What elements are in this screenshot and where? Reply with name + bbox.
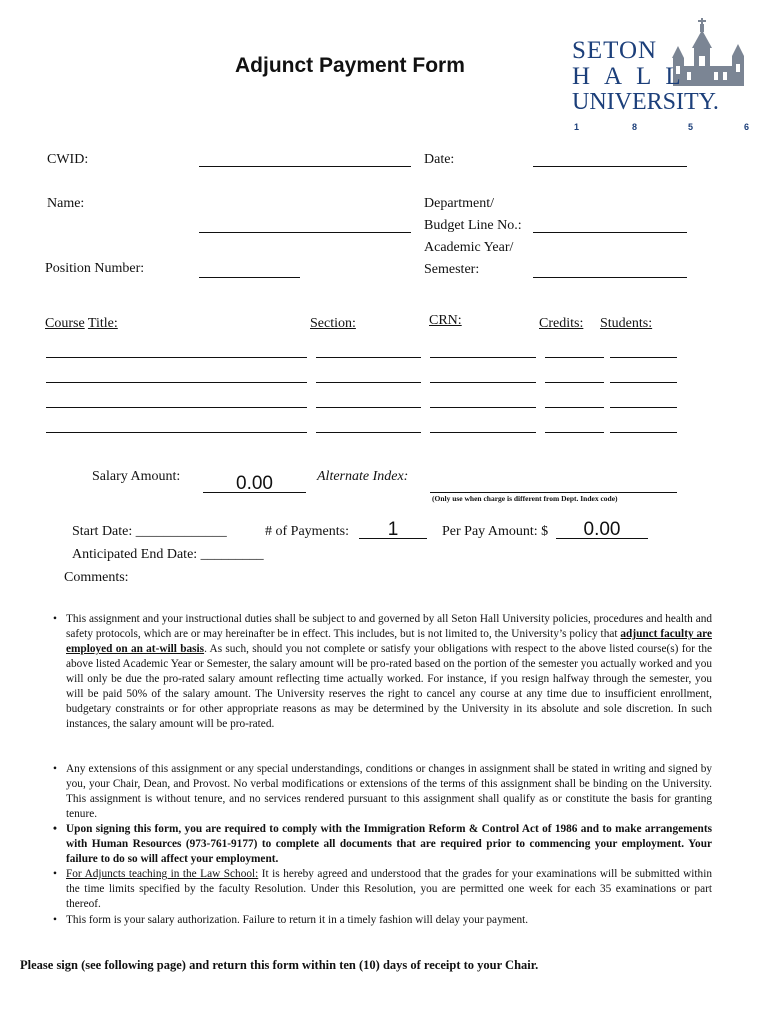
salary-amount-value[interactable]: 0.00	[236, 473, 273, 494]
section-field-4[interactable]	[316, 432, 421, 433]
credits-field-4[interactable]	[545, 432, 604, 433]
academic-year-label-1: Academic Year/	[424, 240, 514, 255]
title-label: Title:	[87, 316, 118, 331]
crn-field-2[interactable]	[430, 382, 536, 383]
payments-value[interactable]: 1	[387, 519, 399, 540]
bullet-law-school	[66, 867, 712, 912]
per-pay-amount-label: Per Pay Amount: $	[442, 524, 549, 539]
students-field-2[interactable]	[610, 382, 677, 383]
students-field-1[interactable]	[610, 357, 677, 358]
course-title-field-3[interactable]	[46, 407, 307, 408]
crn-label: CRN:	[429, 313, 462, 328]
logo-year-3: 5	[688, 122, 694, 132]
comments-label: Comments:	[64, 570, 129, 585]
bullet-law-school-text: It is hereby agreed and understood that the grades for your examinations will be submitted within the time limits specified by the faculty Resolution. Under this Resolution, you are permitted one week for each 35 examinations or part thereof.	[66, 868, 712, 910]
salary-amount-line	[203, 492, 306, 493]
crn-field-3[interactable]	[430, 407, 536, 408]
bullet-immigration: • Upon signing this form, you are required to comply with the Immigration Reform & Control Act of 1986 and to make arrangements with Human Resources (973-761-9177) to complete all documents that are required prior to commencing your employment. Your failure to do so will affect your employment.	[66, 822, 712, 867]
alternate-index-field[interactable]	[430, 492, 677, 493]
students-field-4[interactable]	[610, 432, 677, 433]
start-date-label: Start Date: _____________	[72, 524, 227, 539]
credits-field-3[interactable]	[545, 407, 604, 408]
payments-line	[359, 538, 427, 539]
budget-line-field[interactable]	[533, 232, 687, 233]
date-label: Date:	[424, 152, 455, 167]
logo-university: UNIVERSITY.	[572, 89, 719, 115]
course-title-field-2[interactable]	[46, 382, 307, 383]
section-field-2[interactable]	[316, 382, 421, 383]
alternate-index-label: Alternate Index:	[317, 469, 409, 484]
bullet-law-school-heading: For Adjuncts teaching in the Law School:	[66, 868, 259, 880]
bullet-at-will-text-1: This assignment and your instructional duties shall be subject to and governed by all Seton Hall University policies, procedures and health and safety protocols, which are or may hereinafter be in effect. This includes, but is not limited to, the University’s policy that	[66, 613, 712, 640]
section-label: Section:	[310, 316, 356, 331]
crn-field-1[interactable]	[430, 357, 536, 358]
students-label: Students:	[600, 316, 653, 331]
payments-label: # of Payments:	[265, 524, 349, 539]
alternate-index-note: (Only use when charge is different from Dept. Index code)	[432, 494, 618, 503]
position-number-label: Position Number:	[45, 261, 145, 276]
salary-amount-label: Salary Amount:	[92, 469, 181, 484]
academic-year-label-2: Semester:	[424, 262, 480, 277]
per-pay-amount-value[interactable]: 0.00	[583, 519, 621, 540]
credits-field-1[interactable]	[545, 357, 604, 358]
bullet-at-will-bold: adjunct faculty are employed on an at-will basis	[66, 628, 712, 655]
form-title: Adjunct Payment Form	[235, 54, 465, 77]
bullet-at-will-text-2: . As such, should you not complete or satisfy your obligations with respect to the above listed course(s) for the above listed Academic Year or Semester, the salary amount will be pro-rated based on the portion of the semester you actually worked and you will only be due the pro-rated salary amount reflecting time actually worked. For instance, if you resign halfway through the semester, you will be paid 50% of the salary amount. The University reserves the right to cancel any course at any time due to insufficient enrollment, budgetary constraints or for other appropriate reasons as may be determined by the University in its absolute and sole discretion. In such instances, the salary amount will be pro-rated.	[66, 643, 712, 730]
footer-instruction: Please sign (see following page) and return this form within ten (10) days of receipt to your Chair.	[20, 958, 539, 972]
credits-label: Credits:	[539, 316, 584, 331]
date-field[interactable]	[533, 166, 687, 167]
course-title-field-4[interactable]	[46, 432, 307, 433]
seton-hall-logo	[572, 16, 750, 136]
logo-seton: SETON	[572, 37, 658, 64]
per-pay-amount-line	[556, 538, 648, 539]
course-label: Course	[45, 316, 85, 331]
name-field[interactable]	[199, 232, 411, 233]
position-number-field[interactable]	[199, 277, 300, 278]
logo-year-1: 1	[574, 122, 580, 132]
section-field-3[interactable]	[316, 407, 421, 408]
bullet-extensions: • Any extensions of this assignment or any special understandings, conditions or changes in assignment shall be stated in writing and signed by you, your Chair, Dean, and Provost. No verbal modifications or extensions of the terms of this assignment shall be binding on the University. This assignment is without tenure, and no services rendered pursuant to this assignment shall qualify as or constitute the basis for granting tenure.	[66, 762, 712, 822]
department-label-1: Department/	[424, 196, 494, 211]
cwid-label: CWID:	[47, 152, 89, 167]
students-field-3[interactable]	[610, 407, 677, 408]
cwid-field[interactable]	[199, 166, 411, 167]
course-title-field-1[interactable]	[46, 357, 307, 358]
bullet-salary-authorization: • This form is your salary authorization. Failure to return it in a timely fashion will delay your payment.	[66, 913, 712, 928]
logo-year-2: 8	[632, 122, 638, 132]
logo-year-4: 6	[744, 122, 750, 132]
end-date-label: Anticipated End Date: _________	[72, 547, 264, 562]
logo-hall: HALL	[572, 63, 695, 90]
section-field-1[interactable]	[316, 357, 421, 358]
bullet-at-will	[66, 612, 712, 732]
department-label-2: Budget Line No.:	[424, 218, 522, 233]
semester-field[interactable]	[533, 277, 687, 278]
course-title-label	[45, 316, 118, 332]
credits-field-2[interactable]	[545, 382, 604, 383]
name-label: Name:	[47, 196, 85, 211]
crn-field-4[interactable]	[430, 432, 536, 433]
